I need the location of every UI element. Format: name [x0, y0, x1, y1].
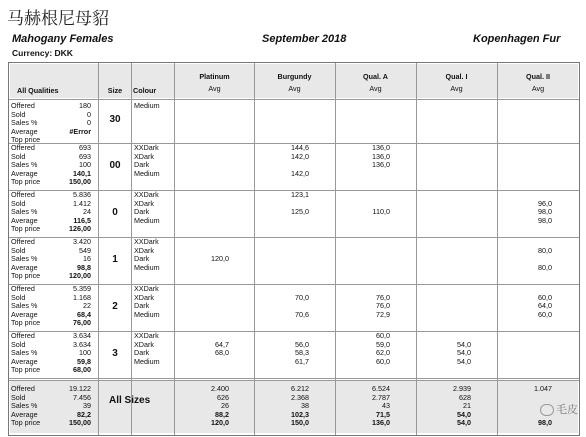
platinum-avg: 68,0: [215, 348, 229, 358]
col-platinum-avg: Avg: [208, 84, 221, 93]
row-value: 0: [87, 109, 91, 119]
row-label: Offered: [11, 237, 35, 246]
total-qual_a: 43: [382, 401, 390, 411]
qual_ii-avg: 98,0: [538, 215, 552, 225]
row-value: 24: [83, 207, 91, 217]
col-qual_ii: Qual. II: [526, 72, 550, 81]
qual_ii-avg: 80,0: [538, 245, 552, 255]
watermark: 毛皮: [540, 401, 578, 417]
total-platinum: 88,2: [215, 409, 229, 419]
colour-name: Medium: [134, 168, 160, 178]
row-label: Average: [11, 262, 38, 272]
row-value: 120,00: [69, 271, 91, 281]
totals-label: All Sizes: [109, 395, 151, 406]
row-value: 0: [87, 118, 91, 128]
row-label: Sales %: [11, 160, 38, 170]
burgundy-avg: 61,7: [295, 356, 309, 366]
qual_a-avg: 62,0: [376, 348, 390, 358]
row-label: Sales %: [11, 207, 38, 217]
row-label: Average: [11, 168, 38, 178]
row-label: Average: [11, 409, 38, 419]
qual_a-avg: 60,0: [376, 356, 390, 366]
row-value: 549: [79, 245, 91, 255]
row-value: 59,8: [77, 356, 91, 366]
row-label: Offered: [11, 331, 35, 340]
qual_a-avg: 136,0: [372, 160, 390, 170]
group-divider: [9, 378, 579, 379]
total-qual_i: 54,0: [457, 409, 471, 419]
row-value: 180: [79, 101, 91, 110]
row-label: Top price: [11, 224, 41, 234]
colour-name: XXDark: [134, 237, 159, 246]
col-qual_a: Qual. A: [363, 72, 388, 81]
qual_a-avg: 76,0: [376, 301, 390, 311]
colour-name: Medium: [134, 356, 160, 366]
colour-name: XDark: [134, 292, 154, 302]
row-value: 693: [79, 151, 91, 161]
report-source: Kopenhagen Fur: [473, 33, 561, 45]
row-label: Sold: [11, 245, 26, 255]
total-qual_a: 6.524: [372, 384, 390, 393]
row-value: 5.359: [73, 284, 91, 293]
qual_ii-avg: 98,0: [538, 207, 552, 217]
burgundy-avg: 56,0: [295, 339, 309, 349]
colour-name: Medium: [134, 309, 160, 319]
colour-name: Dark: [134, 207, 150, 217]
qual_i-avg: 54,0: [457, 339, 471, 349]
burgundy-avg: 142,0: [291, 151, 309, 161]
burgundy-avg: 142,0: [291, 168, 309, 178]
total-burgundy: 6.212: [291, 384, 309, 393]
total-qual_i: 21: [463, 401, 471, 411]
burgundy-avg: 123,1: [291, 190, 309, 199]
col-platinum: Platinum: [199, 72, 230, 81]
burgundy-avg: 125,0: [291, 207, 309, 217]
row-value: 1.412: [73, 198, 91, 208]
qual_ii-avg: 80,0: [538, 262, 552, 272]
colour-name: Medium: [134, 101, 160, 110]
row-label: Offered: [11, 284, 35, 293]
row-label: Sales %: [11, 301, 38, 311]
qual_ii-avg: 60,0: [538, 292, 552, 302]
qual_a-avg: 72,9: [376, 309, 390, 319]
qual_ii-avg: 60,0: [538, 309, 552, 319]
row-label: Sales %: [11, 118, 38, 128]
qual_a-avg: 136,0: [372, 151, 390, 161]
total-qual_a: 2.787: [372, 392, 390, 402]
total-burgundy: 38: [301, 401, 309, 411]
row-label: Sales %: [11, 348, 38, 358]
colour-name: Dark: [134, 160, 150, 170]
size-value: 1: [112, 254, 118, 265]
col-qual_a-avg: Avg: [369, 84, 382, 93]
size-value: 00: [109, 160, 121, 171]
colour-name: XXDark: [134, 190, 159, 199]
col-burgundy-avg: Avg: [288, 84, 301, 93]
row-label: Top price: [11, 177, 41, 187]
row-label: Offered: [11, 190, 35, 199]
col-qual_i-avg: Avg: [450, 84, 463, 93]
group-divider: [9, 237, 579, 238]
size-value: 0: [112, 207, 118, 218]
row-label: Top price: [11, 418, 41, 428]
colour-name: Dark: [134, 301, 150, 311]
colour-name: XXDark: [134, 143, 159, 152]
colour-name: XDark: [134, 339, 154, 349]
platinum-avg: 120,0: [211, 254, 229, 264]
total-platinum: 2.400: [211, 384, 229, 393]
row-label: Top price: [11, 271, 41, 281]
total-burgundy: 150,0: [291, 418, 309, 428]
col-qual_i: Qual. I: [445, 72, 468, 81]
size-value: 30: [109, 114, 121, 125]
row-value: 16: [83, 254, 91, 264]
row-value: 3.420: [73, 237, 91, 246]
total-platinum: 26: [221, 401, 229, 411]
row-label: Offered: [11, 384, 35, 393]
total-qual_a: 71,5: [376, 409, 390, 419]
row-label: Sold: [11, 198, 26, 208]
colour-name: Medium: [134, 262, 160, 272]
row-value: 100: [79, 348, 91, 358]
size-value: 3: [112, 348, 118, 359]
total-qual_a: 136,0: [372, 418, 390, 428]
burgundy-avg: 70,6: [295, 309, 309, 319]
report-product: Mahogany Females: [12, 33, 114, 45]
row-value: 68,00: [73, 365, 91, 375]
row-label: Sold: [11, 392, 26, 402]
qual_a-avg: 60,0: [376, 331, 390, 340]
row-value: 1.168: [73, 292, 91, 302]
total-value: 150,00: [69, 418, 91, 428]
row-label: Top price: [11, 365, 41, 375]
report-date: September 2018: [262, 33, 347, 45]
colour-name: XDark: [134, 151, 154, 161]
qual_a-avg: 136,0: [372, 143, 390, 152]
burgundy-avg: 70,0: [295, 292, 309, 302]
total-value: 82,2: [77, 409, 91, 419]
row-label: Average: [11, 126, 38, 136]
currency-label: Currency: DKK: [12, 48, 73, 58]
row-value: 140,1: [73, 168, 91, 178]
qual_ii-avg: 64,0: [538, 301, 552, 311]
total-qual_i: 2.939: [453, 384, 471, 393]
row-label: Average: [11, 215, 38, 225]
row-label: Sold: [11, 292, 26, 302]
row-value: 5.836: [73, 190, 91, 199]
row-value: 150,00: [69, 177, 91, 187]
page-title: 马赫根尼母貂: [7, 9, 109, 29]
total-burgundy: 102,3: [291, 409, 309, 419]
row-label: Sales %: [11, 401, 38, 411]
row-label: Offered: [11, 143, 35, 152]
col-qual_ii-avg: Avg: [531, 84, 545, 93]
row-label: Sold: [11, 339, 26, 349]
row-value: 116,5: [73, 215, 91, 225]
row-label: Average: [11, 309, 38, 319]
total-qual_ii: 1.047: [534, 384, 552, 393]
colour-name: XDark: [134, 198, 154, 208]
row-value: 68,4: [77, 309, 91, 319]
row-value: 22: [83, 301, 91, 311]
qual_a-avg: 110,0: [372, 207, 390, 217]
row-value: 3.634: [73, 331, 91, 340]
total-value: 19.122: [69, 384, 91, 393]
row-label: Sales %: [11, 254, 38, 264]
row-label: Offered: [11, 101, 35, 110]
row-value: 693: [79, 143, 91, 152]
platinum-avg: 64,7: [215, 339, 229, 349]
group-divider: [9, 331, 579, 332]
total-platinum: 626: [217, 392, 229, 402]
total-qual_i: 54,0: [457, 418, 471, 428]
row-label: Average: [11, 356, 38, 366]
qual_i-avg: 54,0: [457, 348, 471, 358]
colour-name: Dark: [134, 254, 150, 264]
row-value: 76,00: [73, 318, 91, 328]
total-qual_ii: 98,0: [538, 418, 552, 428]
wechat-icon: [540, 404, 554, 416]
colour-name: XXDark: [134, 331, 159, 340]
row-value: 100: [79, 160, 91, 170]
row-label: Top price: [11, 318, 41, 328]
col-burgundy: Burgundy: [277, 72, 312, 81]
row-label: Top price: [11, 135, 41, 145]
group-divider: [9, 284, 579, 285]
qual_ii-avg: 96,0: [538, 198, 552, 208]
row-value: 126,00: [69, 224, 91, 234]
col-colour: Colour: [133, 86, 157, 95]
size-value: 2: [112, 301, 118, 312]
row-label: Sold: [11, 151, 26, 161]
burgundy-avg: 58,3: [295, 348, 309, 358]
totals-divider: [9, 380, 579, 381]
qual_a-avg: 59,0: [376, 339, 390, 349]
total-value: 7.456: [73, 392, 91, 402]
colour-name: Dark: [134, 348, 150, 358]
total-qual_i: 628: [459, 392, 471, 402]
qual_a-avg: 76,0: [376, 292, 390, 302]
qual_i-avg: 54,0: [457, 356, 471, 366]
header-divider: [9, 99, 579, 100]
burgundy-avg: 144,6: [291, 143, 309, 152]
colour-name: Medium: [134, 215, 160, 225]
row-value: 98,8: [77, 262, 91, 272]
total-burgundy: 2.368: [291, 392, 309, 402]
price-table: [8, 62, 580, 436]
row-value: #Error: [69, 126, 91, 136]
colour-name: XXDark: [134, 284, 159, 293]
col-all-qualities: All Qualities: [17, 86, 59, 95]
row-label: Sold: [11, 109, 26, 119]
total-value: 39: [83, 401, 91, 411]
col-size: Size: [107, 86, 123, 95]
total-platinum: 120,0: [211, 418, 229, 428]
row-value: 3.634: [73, 339, 91, 349]
colour-name: XDark: [134, 245, 154, 255]
